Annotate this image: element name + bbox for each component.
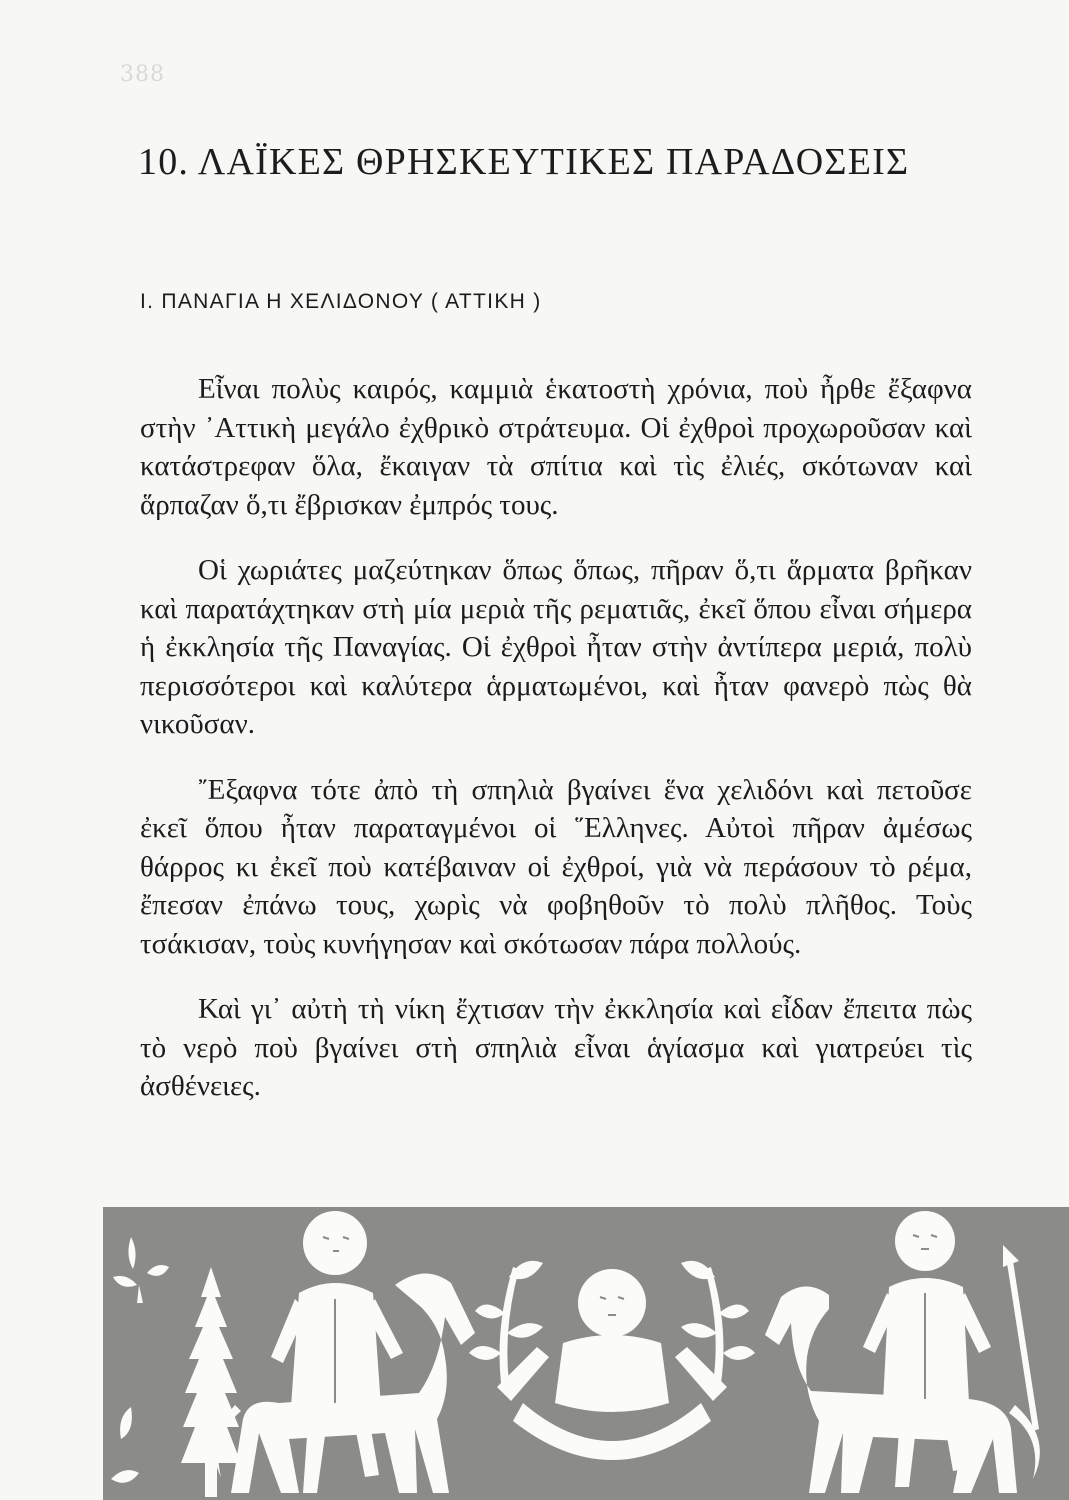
page-number: 388 [120, 62, 165, 87]
section-heading: Ι. ΠΑΝΑΓΙΑ Η ΧΕΛΙΔΟΝΟΥ ( ΑΤΤΙΚΗ ) [140, 290, 542, 313]
paragraph-4: Καὶ γι᾿ αὐτὴ τὴ νίκη ἔχτισαν τὴν ἐκκλησία καὶ εἶδαν ἔπειτα πὼς τὸ νερὸ ποὺ βγαίνει στὴ σπηλιὰ εἶναι ἁγίασμα καὶ γιατρεύει τὶς ἀσθένειες. [140, 993, 972, 1102]
papercut-artwork [103, 1207, 1069, 1500]
story-text [140, 370, 972, 1106]
paragraph-3: ῎Εξαφνα τότε ἀπὸ τὴ σπηλιὰ βγαίνει ἕνα χελιδόνι καὶ πετοῦσε ἐκεῖ ὅπου ἦταν παραταγμένοι οἱ ῞Ελληνες. Αὐτοὶ πῆραν ἀμέσως θάρρος κι ἐκεῖ ποὺ κατέβαιναν οἱ ἐχθροί, γιὰ νὰ περάσουν τὸ ρέμα, ἔπεσαν ἐπάνω τους, χωρὶς νὰ φοβηθοῦν τὸ πολὺ πλῆθος. Τοὺς τσάκισαν, τοὺς κυνήγησαν καὶ σκότωσαν πάρα πολλούς. [140, 773, 972, 960]
chapter-title: 10. ΛΑΪΚΕΣ ΘΡΗΣΚΕΥΤΙΚΕΣ ΠΑΡΑΔΟΣΕΙΣ [138, 141, 910, 183]
paragraph-2: Οἱ χωριάτες μαζεύτηκαν ὅπως ὅπως, πῆραν ὅ,τι ἅρματα βρῆκαν καὶ παρατάχτηκαν στὴ μία μεριὰ τῆς ρεματιᾶς, ἐκεῖ ὅπου εἶναι σήμερα ἡ ἐκκλησία τῆς Παναγίας. Οἱ ἐχθροὶ ἦταν στὴν ἀντίπερα μεριά, πολὺ περισσότεροι καὶ καλύτερα ἁρματωμένοι, καὶ ἦταν φανερὸ πὼς θὰ νικοῦσαν. [140, 554, 972, 740]
paragraph-1: Εἶναι πολὺς καιρός, καμμιὰ ἑκατοστὴ χρόνια, ποὺ ἦρθε ἔξαφνα στὴν ᾿Αττικὴ μεγάλο ἐχθρικὸ στράτευμα. Οἱ ἐχθροὶ προχωροῦσαν καὶ κατάστρεφαν ὅλα, ἔκαιγαν τὰ σπίτια καὶ τὶς ἐλιές, σκότωναν καὶ ἅρπαζαν ὅ,τι ἔβρισκαν ἐμπρός τους. [140, 373, 972, 521]
folk-papercut-illustration [103, 1207, 1069, 1500]
